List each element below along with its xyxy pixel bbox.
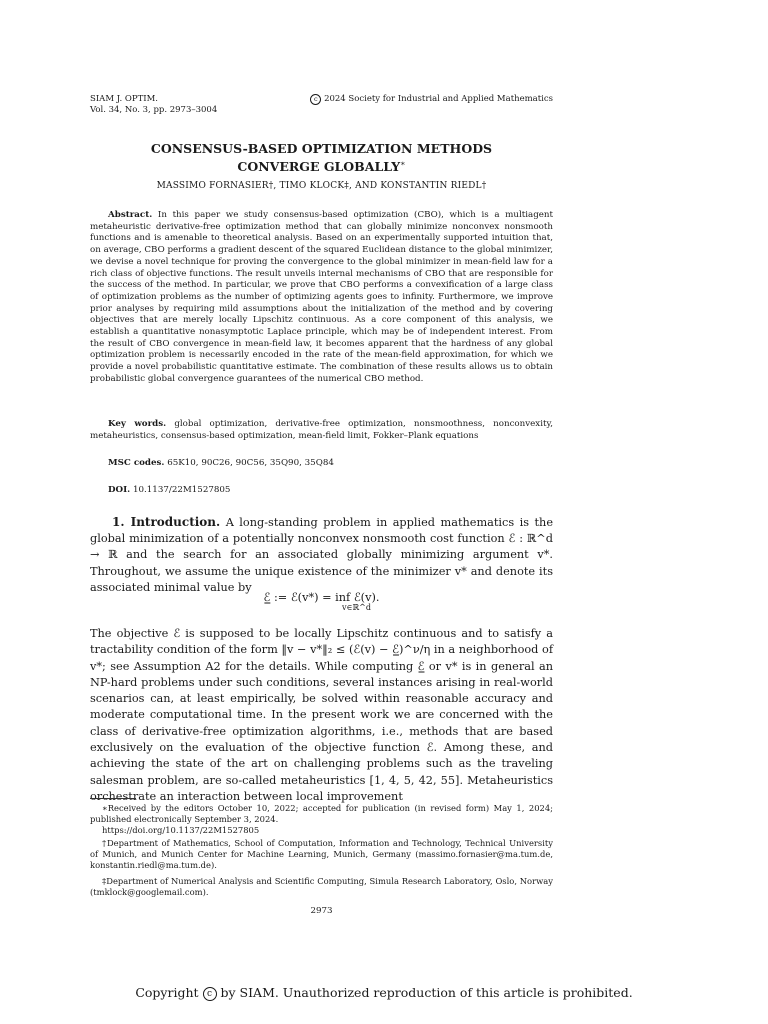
- abstract: [90, 210, 553, 386]
- copyright-footer: [0, 985, 768, 1001]
- display-equation: [90, 591, 553, 612]
- body-paragraph: The objective ℰ is supposed to be locally Lipschitz continuous and to satisfy a tractability condition of the form ‖v − v*‖₂ ≤ (ℰ(v) − ℰ̲)^ν/η in a neighborhood of v*; see Assumption A2 for the details. While computing ℰ̲ or v* is in general an NP-hard problems under such conditions, several instances arising in real-world scenarios can, at least empirically, be solved within reasonable accuracy and moderate computational time. In the present work we are concerned with the class of derivative-free optimization algorithms, i.e., methods that are based exclusively on the evaluation of the objective function ℰ. Among these, and achieving the state of the art on challenging problems such as the traveling salesman problem, are so-called metaheuristics [1, 4, 5, 42, 55]. Metaheuristics orchestrate an interaction between local improvement: [90, 627, 553, 803]
- abstract-label: Abstract.: [108, 210, 153, 220]
- header-copyright-text: 2024 Society for Industrial and Applied Mathematics: [324, 94, 553, 104]
- doi-label: DOI.: [108, 485, 131, 495]
- doi-text: 10.1137/22M1527805: [132, 485, 231, 495]
- msc-codes: [108, 458, 334, 468]
- journal-info: [90, 94, 217, 116]
- keywords-text: global optimization, derivative-free optimization, nonsmoothness, nonconvexity, metaheuristics, consensus-based optimization, mean-field limit, Fokker–Plank equations: [90, 419, 553, 441]
- footer-copyright-post: by SIAM. Unauthorized reproduction of this article is prohibited.: [220, 985, 633, 1000]
- volume-info: Vol. 34, No. 3, pp. 2973–3004: [90, 105, 218, 115]
- equation-subscript: v∈ℝ^d: [342, 603, 371, 612]
- footnote-received-text: ∗Received by the editors October 10, 2022; accepted for publication (in revised form) May 1, 2024; published electronically September 3, 2024.: [90, 803, 553, 824]
- introduction-paragraph: [90, 514, 553, 596]
- paper-title: [90, 141, 553, 174]
- msc-text: 65K10, 90C26, 90C56, 35Q90, 35Q84: [167, 458, 334, 468]
- intro-text: A long-standing problem in applied mathematics is the global minimization of a potentially nonconvex nonsmooth cost function ℰ : ℝ^d → ℝ and the search for an associated globally minimizing argument v*. Throughout, we assume the unique existence of the minimizer v* and denote its associated minimal value by: [90, 516, 553, 594]
- footnote-doi-link[interactable]: https://doi.org/10.1137/22M1527805: [102, 825, 260, 835]
- footnote-affiliation-1: †Department of Mathematics, School of Computation, Information and Technology, Technical University of Munich, and Munich Center for Machine Learning, Munich, Germany (massimo.fornasier@ma.tum.de, konstantin.riedl@ma.tum.de).: [90, 838, 553, 870]
- footnote-rule: [90, 798, 136, 799]
- title-footnote-mark: ∗: [400, 159, 406, 168]
- page-number: 2973: [310, 906, 333, 916]
- doi: [108, 485, 230, 495]
- title-line-2: CONVERGE GLOBALLY: [237, 159, 401, 175]
- abstract-text: In this paper we study consensus-based optimization (CBO), which is a multiagent metaheuristic derivative-free optimization method that can globally minimize nonconvex nonsmooth functions and is amenable to theoretical analysis. Based on an experimentally supported intuition that, on average, CBO performs a gradient descent of the squared Euclidean distance to the global minimizer, we devise a novel technique for proving the convergence to the global minimizer in mean-field law for a rich class of objective functions. The result unveils internal mechanisms of CBO that are responsible for the success of the method. In particular, we prove that CBO performs a convexification of a large class of optimization problems as the number of optimizing agents goes to infinity. Furthermore, we improve prior analyses by requiring mild assumptions about the initialization of the method and by covering objectives that are merely locally Lipschitz continuous. As a core component of this analysis, we establish a quantitative nonasymptotic Laplace principle, which may be of independent interest. From the result of CBO convergence in mean-field law, it becomes apparent that the hardness of any global optimization problem is necessarily encoded in the rate of the mean-field approximation, for which we provide a novel probabilistic quantitative estimate. The combination of these results allows us to obtain probabilistic global convergence guarantees of the numerical CBO method.: [90, 210, 553, 384]
- footer-copyright-symbol: c: [203, 987, 217, 1001]
- author-list: MASSIMO FORNASIER†, TIMO KLOCK‡, AND KONSTANTIN RIEDL†: [156, 181, 487, 191]
- footnote-received: [90, 803, 553, 836]
- equation-main: ℰ̲ := ℰ(v*) = inf ℰ(v).: [263, 591, 380, 604]
- title-line-1: CONSENSUS-BASED OPTIMIZATION METHODS: [150, 141, 493, 156]
- header-copyright: [310, 94, 553, 105]
- msc-label: MSC codes.: [108, 458, 165, 468]
- keywords-label: Key words.: [108, 419, 167, 429]
- journal-name: SIAM J. OPTIM.: [90, 94, 158, 104]
- keywords: [90, 419, 553, 442]
- footer-copyright-pre: Copyright: [135, 985, 199, 1000]
- footnote-affiliation-2: ‡Department of Numerical Analysis and Scientific Computing, Simula Research Laboratory, Oslo, Norway (tmklock@googlemail.com).: [90, 876, 553, 897]
- copyright-symbol: c: [310, 94, 321, 105]
- section-heading: 1. Introduction.: [112, 515, 221, 529]
